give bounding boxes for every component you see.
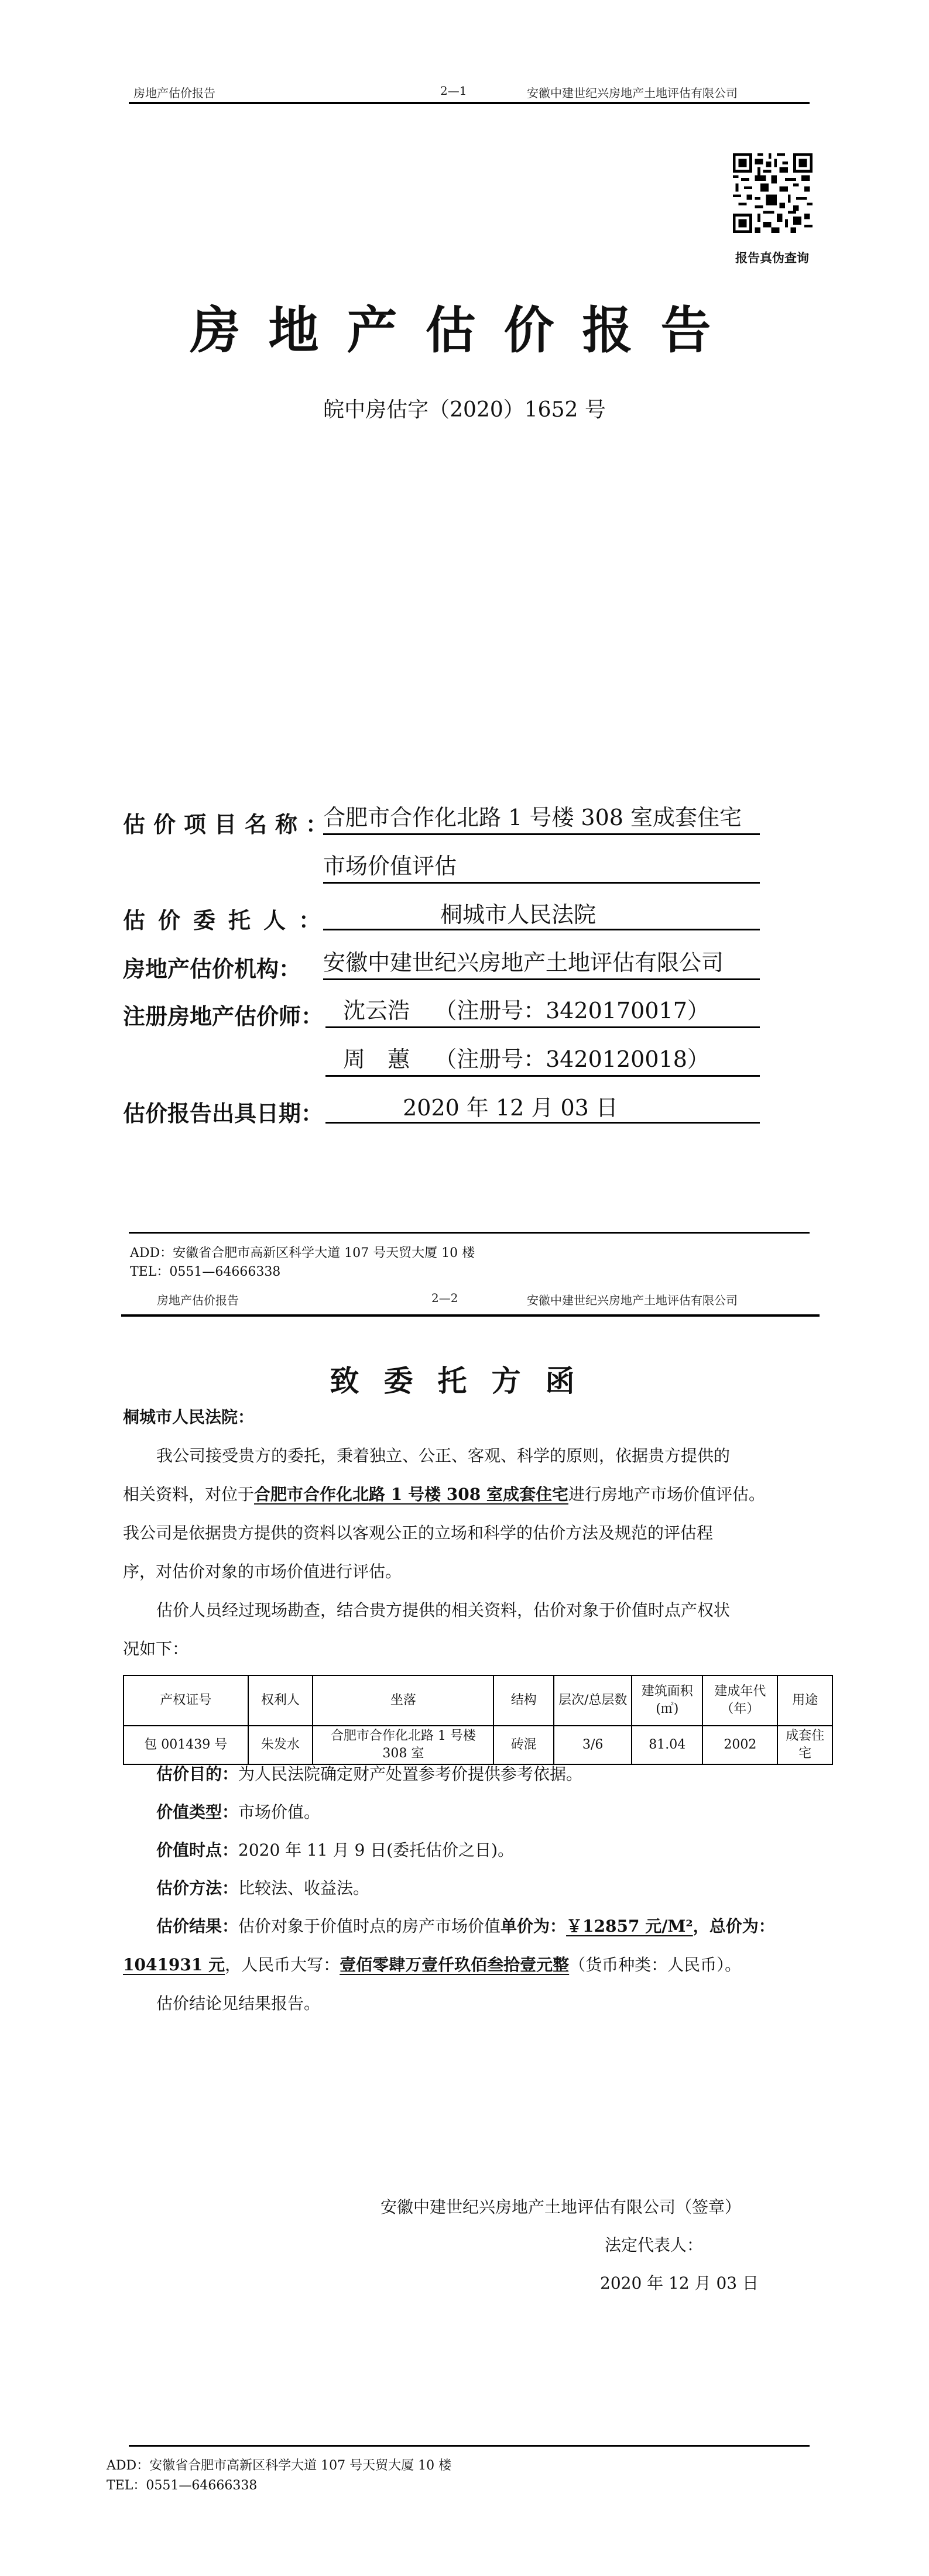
table-header-cell: 结构 [493,1675,554,1726]
header-rule [121,1314,820,1317]
table-cell: 朱发水 [248,1726,313,1764]
table-header-cell: 建筑面积(㎡) [632,1675,702,1726]
caps-amount-label: ，人民币大写： [225,1955,340,1974]
letter-title: 致委托方函 [330,1363,599,1398]
project-name-value-line1: 合肥市合作化北路 1 号楼 308 室成套住宅 [323,803,760,835]
item-label: 价值时点： [156,1840,239,1860]
signature-date: 2020 年 12 月 03 日 [600,2273,759,2293]
document-number: 皖中房估字（2020）1652 号 [323,398,606,422]
property-rights-table [123,1675,833,1765]
project-name-label: 估价项目名称： [123,811,337,837]
table-header-cell: 建成年代（年） [702,1675,777,1726]
para1-line1: 我公司接受贵方的委托，秉着独立、公正、客观、科学的原则，依据贵方提供的 [156,1446,731,1465]
item-value: 市场价值。 [238,1802,321,1822]
issue-date-value: 2020 年 12 月 03 日 [325,1093,760,1124]
client-value: 桐城市人民法院 [323,900,760,930]
table-cell: 2002 [702,1726,777,1764]
project-name-value-line2: 市场价值评估 [323,851,760,884]
para1-line2-suffix: 进行房地产市场价值评估。 [568,1485,765,1504]
table-header-cell: 坐落 [313,1675,493,1726]
footer-tel: TEL：0551—64666338 [130,1265,281,1279]
appraiser-reg-number: （注册号：3420170017） [434,998,709,1023]
item-label: 估价方法： [156,1878,239,1898]
appraiser-row-2 [325,1045,760,1077]
appraiser-reg-number: （注册号：3420120018） [434,1046,709,1072]
qr-verify-label: 报告真伪查询 [735,250,809,265]
footer-rule [129,2445,810,2447]
item-value-type [156,1801,320,1824]
item-value-date [156,1839,514,1862]
agency-value: 安徽中建世纪兴房地产土地评估有限公司 [323,948,760,980]
appraiser-row-1 [325,996,760,1028]
item-value: 比较法、收益法。 [238,1878,370,1898]
header-company: 安徽中建世纪兴房地产土地评估有限公司 [527,86,738,100]
agency-label: 房地产估价机构： [123,956,301,982]
unit-price-label: 单价为： [501,1916,567,1936]
item-label: 价值类型： [156,1802,239,1822]
para1-line4: 序，对估价对象的市场价值进行评估。 [123,1562,402,1581]
table-cell: 合肥市合作化北路 1 号楼 308 室 [313,1726,493,1764]
legal-representative-label: 法定代表人： [605,2235,704,2255]
client-label: 估价委托人： [123,907,334,933]
salutation: 桐城市人民法院： [123,1407,255,1427]
table-header-cell: 用途 [777,1675,832,1726]
result-line2 [123,1953,741,1977]
item-value: 为人民法院确定财产处置参考价提供参考依据。 [238,1764,583,1784]
total-price-label: ，总价为： [693,1916,775,1936]
result-label: 估价结果： [156,1916,239,1936]
para1-line2-prefix: 相关资料，对位于 [123,1485,255,1504]
header-page-number: 2—2 [431,1291,458,1305]
table-row [124,1726,832,1764]
result-text: 估价对象于价值时点的房产市场价值 [238,1916,501,1936]
table-cell: 成套住宅 [777,1726,832,1764]
table-header-cell: 层次/总层数 [554,1675,632,1726]
item-value: 2020 年 11 月 9 日(委托估价之日)。 [238,1840,515,1860]
header-company: 安徽中建世纪兴房地产土地评估有限公司 [527,1293,738,1307]
para1-line3: 我公司是依据贵方提供的资料以客观公正的立场和科学的估价方法及规范的评估程 [123,1523,714,1543]
para2-line2: 况如下： [123,1639,189,1658]
header-report-title: 房地产估价报告 [133,86,215,100]
result-line1 [156,1915,775,1938]
para2-line1: 估价人员经过现场勘查，结合贵方提供的相关资料，估价对象于价值时点产权状 [156,1600,731,1620]
appraiser-name: 周 蕙 [343,1046,410,1072]
caps-amount-value: 壹佰零肆万壹仟玖佰叁拾壹元整 [340,1955,570,1974]
appraiser-label: 注册房地产估价师： [123,1003,324,1029]
footer-address: ADD：安徽省合肥市高新区科学大道 107 号天贸大厦 10 楼 [130,1246,475,1260]
header-page-number: 2—1 [440,84,467,98]
header-report-title: 房地产估价报告 [157,1293,239,1307]
report-title: 房地产估价报告 [190,301,739,360]
item-label: 估价目的： [156,1764,239,1784]
footer-address: ADD：安徽省合肥市高新区科学大道 107 号天贸大厦 10 楼 [107,2458,452,2473]
appraiser-name: 沈云浩 [343,998,410,1023]
signature-company: 安徽中建世纪兴房地产土地评估有限公司（签章） [380,2197,742,2217]
table-cell: 砖混 [493,1726,554,1764]
item-purpose [156,1763,582,1786]
unit-price-value: ￥12857 元/M² [566,1916,693,1936]
table-cell: 3/6 [554,1726,632,1764]
total-price-value: 1041931 元 [123,1955,225,1974]
issue-date-label: 估价报告出具日期： [123,1100,324,1126]
para1-line2 [123,1483,765,1506]
item-method [156,1877,369,1900]
conclusion: 估价结论见结果报告。 [156,1994,321,2013]
footer-tel: TEL：0551—64666338 [107,2478,258,2493]
currency-note: （货币种类：人民币）。 [569,1955,742,1974]
footer-rule [129,1232,810,1234]
table-header-cell: 产权证号 [124,1675,248,1726]
table-header-row [124,1675,832,1726]
table-cell: 81.04 [632,1726,702,1764]
qr-code-icon[interactable] [733,153,813,233]
table-header-cell: 权利人 [248,1675,313,1726]
header-rule [129,102,810,104]
property-address-highlight: 合肥市合作化北路 1 号楼 308 室成套住宅 [254,1485,568,1504]
table-cell: 包 001439 号 [124,1726,248,1764]
